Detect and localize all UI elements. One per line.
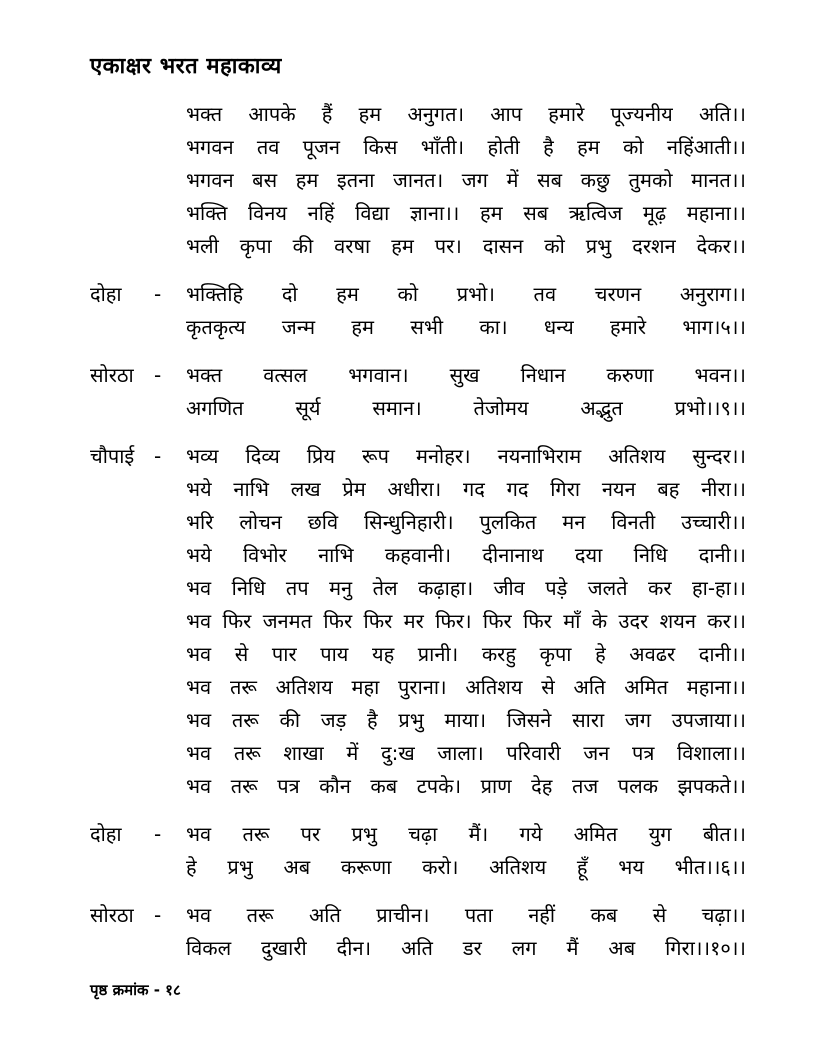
stanza	[90, 818, 746, 884]
verse-line: भरि लोचन छवि सिन्धुनिहारी। पुलकित मन विनती उच्चारी।।	[186, 510, 746, 534]
stanza	[90, 98, 746, 263]
stanza-label: दोहा	[90, 282, 122, 306]
verse-line: भव निधि तप मनु तेल कढ़ाहा। जीव पड़े जलते कर हा-हा।।	[186, 576, 746, 600]
page-title: एकाक्षर भरत महाकाव्य	[90, 54, 282, 79]
stanza	[90, 278, 746, 344]
stanza-lines	[186, 278, 746, 344]
verse-line: भगवन बस हम इतना जानत। जग में सब कछु तुमको मानत।।	[186, 168, 746, 192]
verse-line: विकल दुखारी दीन। अति डर लग मैं अब गिरा।।१०।।	[186, 936, 746, 960]
stanza-label: सोरठा	[90, 903, 134, 927]
verse-line: भली कृपा की वरषा हम पर। दासन को प्रभु दरशन देकर।।	[186, 234, 746, 258]
verse-line: भक्त आपके हैं हम अनुगत। आप हमारे पूज्यनीय अति।।	[186, 102, 746, 126]
stanza-lines	[186, 98, 746, 263]
verse-line: भव तरू पर प्रभु चढ़ा मैं। गये अमित युग बीत।।	[186, 822, 746, 846]
stanza-lines	[186, 818, 746, 884]
verse-line: भव तरू अति प्राचीन। पता नहीं कब से चढ़ा।।	[186, 903, 746, 927]
stanza-label: चौपाई	[90, 444, 135, 468]
verse-line: भव फिर जनमत फिर फिर मर फिर। फिर फिर माँ के उदर शयन कर।।	[186, 609, 746, 633]
verse-line: कृतकृत्य जन्म हम सभी का। धन्य हमारे भाग।५।।	[186, 315, 746, 339]
stanza	[90, 359, 746, 425]
verse-line: भव से पार पाय यह प्रानी। करहु कृपा हे अवढर दानी।।	[186, 642, 746, 666]
verse-line: भव तरू शाखा में दु:ख जाला। परिवारी जन पत्र विशाला।।	[186, 741, 746, 765]
stanza-dash: -	[154, 282, 162, 306]
verse-line: भव तरू की जड़ है प्रभु माया। जिसने सारा जग उपजाया।।	[186, 708, 746, 732]
verse-line: भव तरू अतिशय महा पुराना। अतिशय से अति अमित महाना।।	[186, 675, 746, 699]
stanza-dash: -	[154, 903, 162, 927]
verse-line: भक्तिहि दो हम को प्रभो। तव चरणन अनुराग।।	[186, 282, 746, 306]
verse-line: भये नाभि लख प्रेम अधीरा। गद गद गिरा नयन बह नीरा।।	[186, 477, 746, 501]
stanza-lines	[186, 440, 746, 803]
verse-line: भये विभोर नाभि कहवानी। दीनानाथ दया निधि दानी।।	[186, 543, 746, 567]
verse-line: भक्ति विनय नहिं विद्या ज्ञाना।। हम सब ऋत्विज मूढ़ महाना।।	[186, 201, 746, 225]
stanza-label: दोहा	[90, 822, 122, 846]
stanza-lines	[186, 359, 746, 425]
verse-line: हे प्रभु अब करूणा करो। अतिशय हूँ भय भीत।।६।।	[186, 855, 746, 879]
verse-line: भगवन तव पूजन किस भाँती। होती है हम को नहिंआती।।	[186, 135, 746, 159]
stanza-dash: -	[154, 363, 162, 387]
verse-line: अगणित सूर्य समान। तेजोमय अद्भुत प्रभो।।९।।	[186, 396, 746, 420]
stanza-list	[90, 98, 746, 965]
stanza-lines	[186, 899, 746, 965]
stanza	[90, 440, 746, 803]
verse-line: भव तरू पत्र कौन कब टपके। प्राण देह तज पलक झपकते।।	[186, 774, 746, 798]
verse-line: भक्त वत्सल भगवान। सुख निधान करुणा भवन।।	[186, 363, 746, 387]
verse-line: भव्य दिव्य प्रिय रूप मनोहर। नयनाभिराम अतिशय सुन्दर।।	[186, 444, 746, 468]
stanza-dash: -	[154, 822, 162, 846]
page-number-footer: पृष्ठ क्रमांक - १८	[90, 981, 181, 999]
stanza	[90, 899, 746, 965]
stanza-label: सोरठा	[90, 363, 134, 387]
stanza-dash: -	[154, 444, 162, 468]
